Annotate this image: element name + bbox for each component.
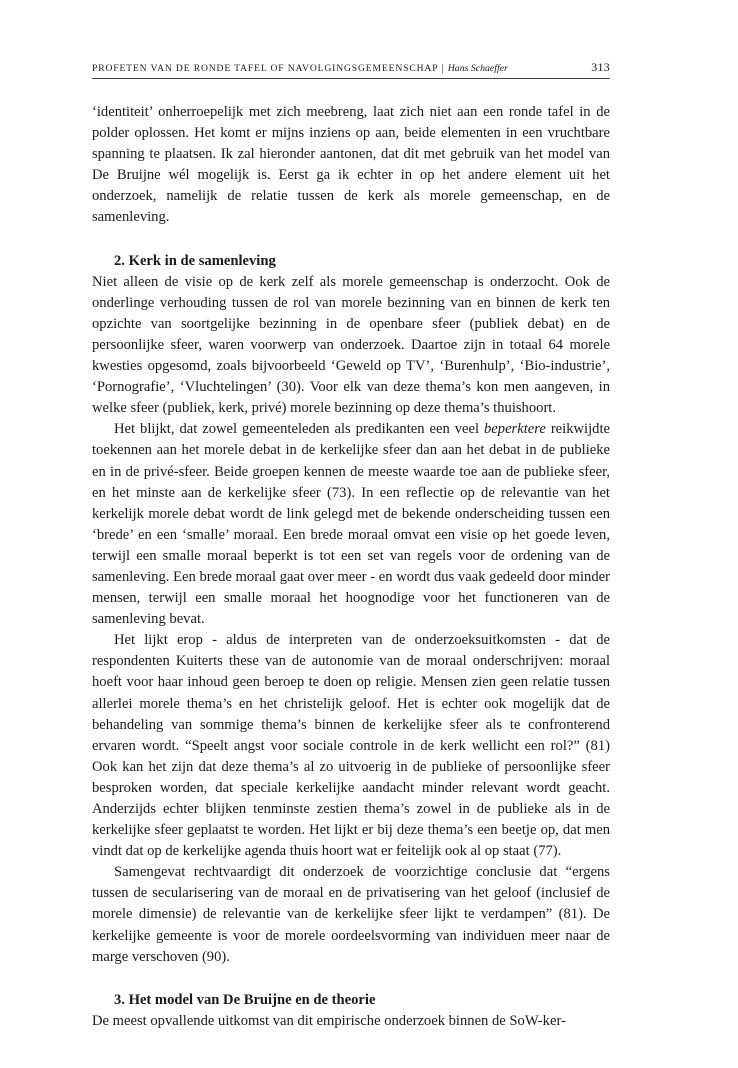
paragraph-text: Het blijkt, dat zowel gemeenteleden als predikanten een veel: [114, 421, 484, 438]
paragraph: Niet alleen de visie op de kerk zelf als morele gemeenschap is onderzocht. Ook de onderlinge verhouding tussen de rol van morele bezinning van en binnen de kerk ten opzichte van soortgelijke bezinning in de openbare sfeer (publiek debat) en de persoonlijke sfeer, waren voorwerp van onderzoek. Daartoe zijn in totaal 64 morele kwesties opgesomd, zoals bijvoorbeeld ‘Geweld op TV’, ‘Burenhulp’, ‘Bio-industrie’, ‘Pornografie’, ‘Vluchtelingen’ (30). Voor elk van deze thema’s kon men aangeven, in welke sfeer (publiek, kerk, privé) morele bezinning op deze thema’s thuishoort.: [92, 273, 610, 417]
paragraph: [92, 419, 610, 630]
emphasis: beperktere: [484, 421, 546, 438]
paragraph-text: reikwijdte toekennen aan het morele debat in de kerkelijke sfeer dan aan het debat in de publieke en in de privé-sfeer. Beide groepen kennen de meeste waarde toe aan de publieke sfeer, en het minste aan de kerkelijke sfeer (73). In een reflectie op de relevantie van het kerkelijk morele debat wordt de link gelegd met de bekende onderscheiding tussen een ‘brede’ en een ‘smalle’ moraal. Een brede moraal omvat een visie op het goede leven, terwijl een smalle moraal beperkt is tot een set van regels voor de ordening van de samenleving. Een brede moraal gaat over meer - en wordt dus vaak gedeeld door minder mensen, terwijl een smalle moraal het hoognodige voor het functioneren van de samenleving bevat.: [92, 421, 610, 628]
running-title: PROFETEN VAN DE RONDE TAFEL OF NAVOLGINGSGEMEENSCHAP: [92, 63, 439, 74]
header-separator: |: [438, 63, 448, 74]
section-heading-model-de-bruijne: 3. Het model van De Bruijne en de theorie: [114, 991, 376, 1008]
paragraph: Samengevat rechtvaardigt dit onderzoek de voorzichtige conclusie dat “ergens tussen de secularisering van de moraal en de privatisering van het geloof (inclusief de morele dimensie) de relevantie van de kerkelijke sfeer lijkt te verdampen” (81). De kerkelijke gemeente is voor de morele oordeelsvorming van individuen meer naar de marge verschoven (90).: [92, 864, 610, 965]
paragraph: Het lijkt erop - aldus de interpreten van de onderzoeksuitkomsten - dat de respondenten Kuiterts these van de autonomie van de moraal onderschrijven: moraal hoeft voor haar inhoud geen beroep te doen op religie. Mensen zien geen relatie tussen allerlei morele thema’s en het christelijk geloof. Het is echter ook mogelijk dat de behandeling van sommige thema’s binnen de kerkelijke sfeer als te confronterend ervaren wordt. “Speelt angst voor sociale controle in de kerk wellicht een rol?” (81) Ook kan het zijn dat deze thema’s al zo uitvoerig in de publieke of persoonlijke sfeer besproken worden, dat speciale kerkelijke aandacht minder relevant wordt geacht. Anderzijds echter blijken tenminste zestien thema’s zowel in de publieke als in de kerkelijke sfeer geplaatst te worden. Het lijkt er bij deze thema’s een beetje op, dat men vindt dat op de kerkelijke agenda thuis hoort wat er feitelijk ook al op staat (77).: [92, 632, 610, 860]
running-header: [92, 60, 610, 75]
paragraph: De meest opvallende uitkomst van dit empirische onderzoek binnen de SoW-ker-: [92, 1012, 566, 1029]
running-title-group: [92, 63, 508, 74]
page-number: 313: [591, 60, 610, 74]
section-heading-kerk-in-de-samenleving: 2. Kerk in de samenleving: [114, 252, 276, 269]
header-rule: [92, 78, 610, 79]
body-text: [92, 102, 610, 1032]
paragraph-continuation: ‘identiteit’ onherroepelijk met zich meebreng, laat zich niet aan een ronde tafel in de polder oplossen. Het komt er mijns inziens op aan, beide elementen in een vruchtbare spanning te plaatsen. Ik zal hieronder aantonen, dat dit met gebruik van het model van De Bruijne wél mogelijk is. Eerst ga ik echter in op het andere element uit het onderzoek, namelijk de relatie tussen de kerk als morele gemeenschap, en de samenleving.: [92, 104, 610, 226]
author-name: Hans Schaeffer: [447, 63, 508, 74]
